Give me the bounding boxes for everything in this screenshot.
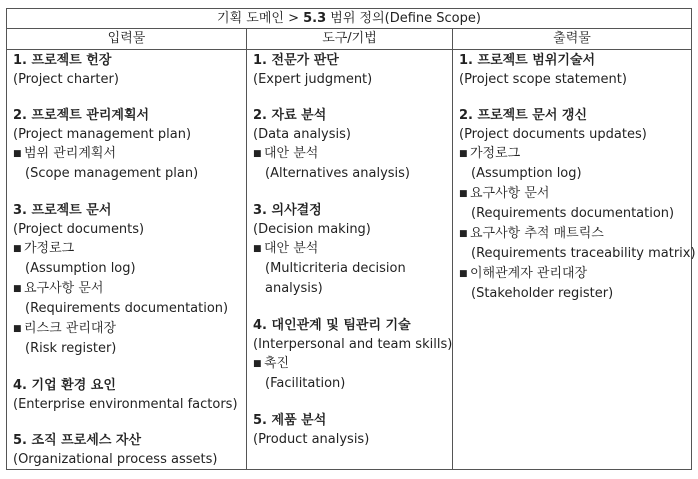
sub-item-korean: 이해관계자 관리대장 xyxy=(470,266,588,281)
group-title: 3. 의사결정 xyxy=(253,203,322,218)
sub-item-english: (Multicriteria decision analysis) xyxy=(265,261,406,296)
sub-item xyxy=(459,264,685,284)
sub-item-english: (Facilitation) xyxy=(265,376,346,391)
itto-group xyxy=(13,376,240,414)
sub-item-korean: 범위 관리계획서 xyxy=(24,146,117,161)
sub-item xyxy=(13,319,240,339)
itto-group xyxy=(459,106,696,304)
group-english: (Organizational process assets) xyxy=(13,452,218,467)
group-english: (Interpersonal and team skills) xyxy=(253,337,453,352)
sub-item-english: (Scope management plan) xyxy=(25,166,199,181)
group-title: 1. 전문가 판단 xyxy=(253,53,339,68)
itto-group xyxy=(13,431,240,469)
group-english: (Project documents) xyxy=(13,222,145,237)
sub-item-korean: 리스크 관리대장 xyxy=(24,321,117,336)
sub-item-english: (Requirements documentation) xyxy=(471,206,675,221)
group-english: (Enterprise environmental factors) xyxy=(13,397,238,412)
square-bullet-icon: ■ xyxy=(13,324,22,334)
sub-item xyxy=(13,144,240,164)
group-title: 3. 프로젝트 문서 xyxy=(13,203,112,218)
sub-item xyxy=(459,224,685,244)
square-bullet-icon: ■ xyxy=(253,359,262,369)
itto-group xyxy=(13,51,240,89)
header-outputs: 출력물 xyxy=(553,31,591,46)
sub-item-english: (Assumption log) xyxy=(471,166,582,181)
group-english: (Expert judgment) xyxy=(253,72,373,87)
sub-item xyxy=(253,144,446,164)
group-title: 2. 자료 분석 xyxy=(253,108,327,123)
itto-group xyxy=(459,51,685,89)
itto-table xyxy=(6,8,696,470)
sub-item-english: (Stakeholder register) xyxy=(471,286,614,301)
square-bullet-icon: ■ xyxy=(459,229,468,239)
square-bullet-icon: ■ xyxy=(459,189,468,199)
group-english: (Decision making) xyxy=(253,222,371,237)
tools-column xyxy=(247,50,453,470)
group-english: (Project scope statement) xyxy=(459,72,627,87)
itto-group xyxy=(253,51,446,89)
sub-item-korean: 요구사항 추적 매트릭스 xyxy=(470,226,604,241)
sub-item-korean: 촉진 xyxy=(264,356,290,371)
square-bullet-icon: ■ xyxy=(13,149,22,159)
sub-item-english: (Risk register) xyxy=(25,341,117,356)
group-title: 5. 제품 분석 xyxy=(253,413,327,428)
sub-item-english: (Assumption log) xyxy=(25,261,136,276)
square-bullet-icon: ■ xyxy=(459,269,468,279)
sub-item-korean: 요구사항 문서 xyxy=(24,281,104,296)
sub-item xyxy=(253,239,446,259)
group-title: 5. 조직 프로세스 자산 xyxy=(13,433,142,448)
sub-item-korean: 가정로그 xyxy=(24,241,75,256)
group-title: 2. 프로젝트 문서 갱신 xyxy=(459,108,588,123)
group-english: (Project management plan) xyxy=(13,127,192,142)
sub-item xyxy=(459,184,685,204)
column-header-row xyxy=(7,29,691,50)
sub-item-korean: 대안 분석 xyxy=(264,146,319,161)
outputs-column xyxy=(453,50,696,470)
itto-group xyxy=(13,106,240,184)
title-section-number: 5.3 xyxy=(303,11,327,26)
itto-group xyxy=(13,201,240,359)
group-english: (Project documents updates) xyxy=(459,127,647,142)
group-title: 2. 프로젝트 관리계획서 xyxy=(13,108,150,123)
table-body-row xyxy=(7,50,696,470)
group-english: (Data analysis) xyxy=(253,127,351,142)
itto-group xyxy=(253,316,453,394)
square-bullet-icon: ■ xyxy=(13,284,22,294)
sub-item-english: (Requirements traceability matrix) xyxy=(471,246,696,261)
square-bullet-icon: ■ xyxy=(253,244,262,254)
sub-item-korean: 가정로그 xyxy=(470,146,521,161)
itto-group xyxy=(253,106,446,184)
group-title: 1. 프로젝트 헌장 xyxy=(13,53,112,68)
group-english: (Project charter) xyxy=(13,72,119,87)
sub-item xyxy=(459,144,685,164)
sub-item-english: (Requirements documentation) xyxy=(25,301,229,316)
sub-item xyxy=(13,279,240,299)
table-title xyxy=(7,9,691,29)
square-bullet-icon: ■ xyxy=(13,244,22,254)
sub-item-english: (Alternatives analysis) xyxy=(265,166,411,181)
group-title: 1. 프로젝트 범위기술서 xyxy=(459,53,596,68)
square-bullet-icon: ■ xyxy=(459,149,468,159)
group-english: (Product analysis) xyxy=(253,432,370,447)
title-suffix: 범위 정의 xyxy=(326,11,385,26)
group-title: 4. 기업 환경 요인 xyxy=(13,378,116,393)
inputs-column xyxy=(7,50,247,470)
title-english: (Define Scope) xyxy=(384,11,481,26)
itto-group xyxy=(253,411,446,449)
group-title: 4. 대인관계 및 팀관리 기술 xyxy=(253,318,411,333)
sub-item xyxy=(253,354,446,374)
header-tools-techniques: 도구/기법 xyxy=(247,29,453,49)
sub-item xyxy=(13,239,240,259)
title-prefix: 기획 도메인 > xyxy=(217,11,304,26)
itto-group xyxy=(253,201,446,299)
header-inputs: 입력물 xyxy=(7,29,247,49)
sub-item-korean: 요구사항 문서 xyxy=(470,186,550,201)
sub-item-korean: 대안 분석 xyxy=(264,241,319,256)
square-bullet-icon: ■ xyxy=(253,149,262,159)
